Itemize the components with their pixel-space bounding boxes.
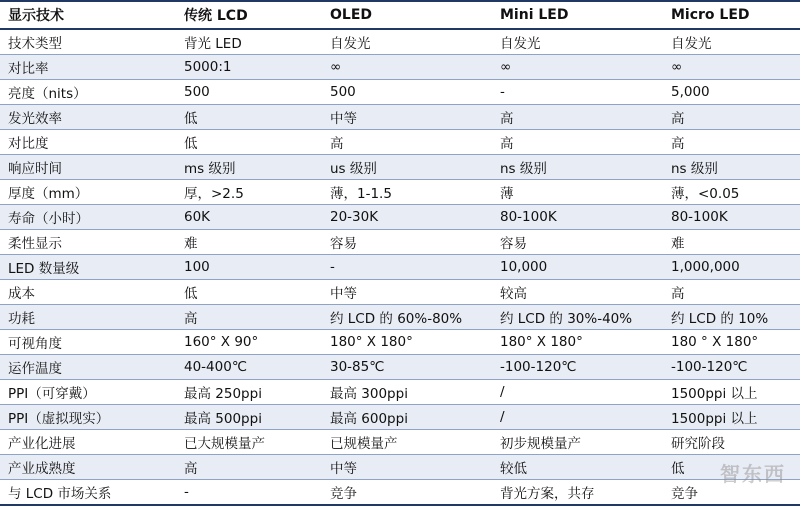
table-cell: - [184, 484, 189, 500]
table-cell: 1500ppi 以上 [671, 411, 758, 427]
header-row [0, 1, 800, 29]
table-cell: 厚，>2.5 [184, 186, 244, 202]
table-cell: 高 [500, 136, 514, 152]
table-cell: 500 [184, 84, 210, 100]
table-cell: 已规模量产 [330, 436, 398, 452]
header-cell: Micro LED [663, 1, 800, 29]
table-cell: 薄，1-1.5 [330, 186, 392, 202]
row-label-cell: 厚度（mm） [8, 186, 89, 202]
row-label-cell: 亮度（nits） [8, 86, 87, 102]
table-cell: 最高 250ppi [184, 386, 262, 402]
table-cell: - [500, 84, 505, 100]
table-row [0, 29, 800, 55]
table-cell: 难 [671, 236, 685, 252]
table-cell: / [500, 384, 505, 400]
table-cell: 180° X 180° [500, 334, 583, 350]
table-row [0, 205, 800, 230]
table-cell: - [330, 259, 335, 275]
row-label-cell: 对比度 [8, 136, 49, 152]
table-cell: 约 LCD 的 30%-40% [500, 311, 633, 327]
table-cell: 高 [671, 286, 685, 302]
table-cell: 约 LCD 的 10% [671, 311, 769, 327]
row-label-cell: 对比率 [8, 61, 49, 77]
row-label-cell: 发光效率 [8, 111, 62, 127]
table-cell: 约 LCD 的 60%-80% [330, 311, 463, 327]
table-cell: 较低 [500, 461, 527, 477]
row-label-cell: 响应时间 [8, 161, 62, 177]
table-row [0, 180, 800, 205]
table-row [0, 105, 800, 130]
table-cell: 高 [184, 461, 198, 477]
table-cell: 竞争 [671, 486, 698, 502]
table-row [0, 380, 800, 405]
table-cell: 容易 [330, 236, 357, 252]
table-cell: 低 [184, 111, 198, 127]
table-cell: 已大规模量产 [184, 436, 265, 452]
table-cell: 较高 [500, 286, 527, 302]
table-cell: 高 [500, 111, 514, 127]
table-row [0, 130, 800, 155]
table-cell: 低 [184, 286, 198, 302]
table-row [0, 280, 800, 305]
table-row [0, 155, 800, 180]
table-cell: 背光方案，共存 [500, 486, 595, 502]
table-cell: 80-100K [500, 209, 557, 225]
table-cell: 中等 [330, 286, 357, 302]
table-cell: ∞ [671, 59, 683, 75]
table-cell: us 级别 [330, 161, 377, 177]
table-cell: ns 级别 [671, 161, 718, 177]
table-cell: 500 [330, 84, 356, 100]
table-row [0, 55, 800, 80]
table-cell: 自发光 [500, 36, 541, 52]
header-cell: 传统 LCD [176, 1, 322, 29]
table-row [0, 430, 800, 455]
table-cell: 低 [671, 461, 685, 477]
table-cell: 中等 [330, 461, 357, 477]
header-cell: 显示技术 [0, 1, 176, 29]
table-cell: 高 [671, 111, 685, 127]
table-cell: 5,000 [671, 84, 710, 100]
header-cell: OLED [322, 1, 492, 29]
table-cell: 高 [184, 311, 198, 327]
watermark-logo: 智东西 [720, 462, 786, 486]
table-cell: 20-30K [330, 209, 379, 225]
table-cell: 180 ° X 180° [671, 334, 759, 350]
table-cell: 100 [184, 259, 210, 275]
row-label-cell: 可视角度 [8, 336, 62, 352]
row-label-cell: LED 数量级 [8, 261, 80, 277]
table-cell: 1,000,000 [671, 259, 740, 275]
row-label-cell: PPI（可穿戴） [8, 386, 96, 402]
table-cell: 自发光 [330, 36, 371, 52]
row-label-cell: 产业成熟度 [8, 461, 76, 477]
table-cell: -100-120℃ [500, 359, 577, 375]
table-cell: ns 级别 [500, 161, 547, 177]
row-label-cell: 功耗 [8, 311, 35, 327]
table-cell: 160° X 90° [184, 334, 259, 350]
table-cell: 背光 LED [184, 36, 242, 52]
table-cell: -100-120℃ [671, 359, 748, 375]
table-cell: 研究阶段 [671, 436, 725, 452]
row-label-cell: 产业化进展 [8, 436, 76, 452]
table-cell: 难 [184, 236, 198, 252]
row-label-cell: 运作温度 [8, 361, 62, 377]
table-row [0, 80, 800, 105]
row-label-cell: PPI（虚拟现实） [8, 411, 110, 427]
header-cell: Mini LED [492, 1, 663, 29]
table-cell: 1500ppi 以上 [671, 386, 758, 402]
table-cell: 180° X 180° [330, 334, 413, 350]
table-cell: 最高 500ppi [184, 411, 262, 427]
row-label-cell: 柔性显示 [8, 236, 62, 252]
table-cell: ∞ [330, 59, 342, 75]
table-cell: 高 [671, 136, 685, 152]
row-label-cell: 寿命（小时） [8, 211, 89, 227]
table-cell: 30-85℃ [330, 359, 385, 375]
row-label-cell: 成本 [8, 286, 35, 302]
table-cell: ∞ [500, 59, 512, 75]
table-cell: 初步规模量产 [500, 436, 581, 452]
table-row [0, 305, 800, 330]
table-cell: 低 [184, 136, 198, 152]
table-row [0, 455, 800, 480]
table-cell: 薄 [500, 186, 514, 202]
table-cell: / [500, 409, 505, 425]
table-cell: 5000:1 [184, 59, 232, 75]
table-cell: 40-400℃ [184, 359, 247, 375]
table-cell: 最高 300ppi [330, 386, 408, 402]
row-label-cell: 与 LCD 市场关系 [8, 486, 112, 502]
table-row [0, 405, 800, 430]
table-cell: 最高 600ppi [330, 411, 408, 427]
table-row [0, 230, 800, 255]
table-cell: 容易 [500, 236, 527, 252]
table-row [0, 355, 800, 380]
table-cell: 80-100K [671, 209, 728, 225]
table-body [0, 29, 800, 505]
row-label-cell: 技术类型 [8, 36, 62, 52]
table-cell: 高 [330, 136, 344, 152]
table-cell: 60K [184, 209, 211, 225]
table-row [0, 330, 800, 355]
table-cell: 薄，<0.05 [671, 186, 740, 202]
table-cell: 竞争 [330, 486, 357, 502]
table-cell: ms 级别 [184, 161, 236, 177]
table-cell: 中等 [330, 111, 357, 127]
table-cell: 自发光 [671, 36, 712, 52]
table-row [0, 480, 800, 506]
table-row [0, 255, 800, 280]
table-cell: 10,000 [500, 259, 548, 275]
